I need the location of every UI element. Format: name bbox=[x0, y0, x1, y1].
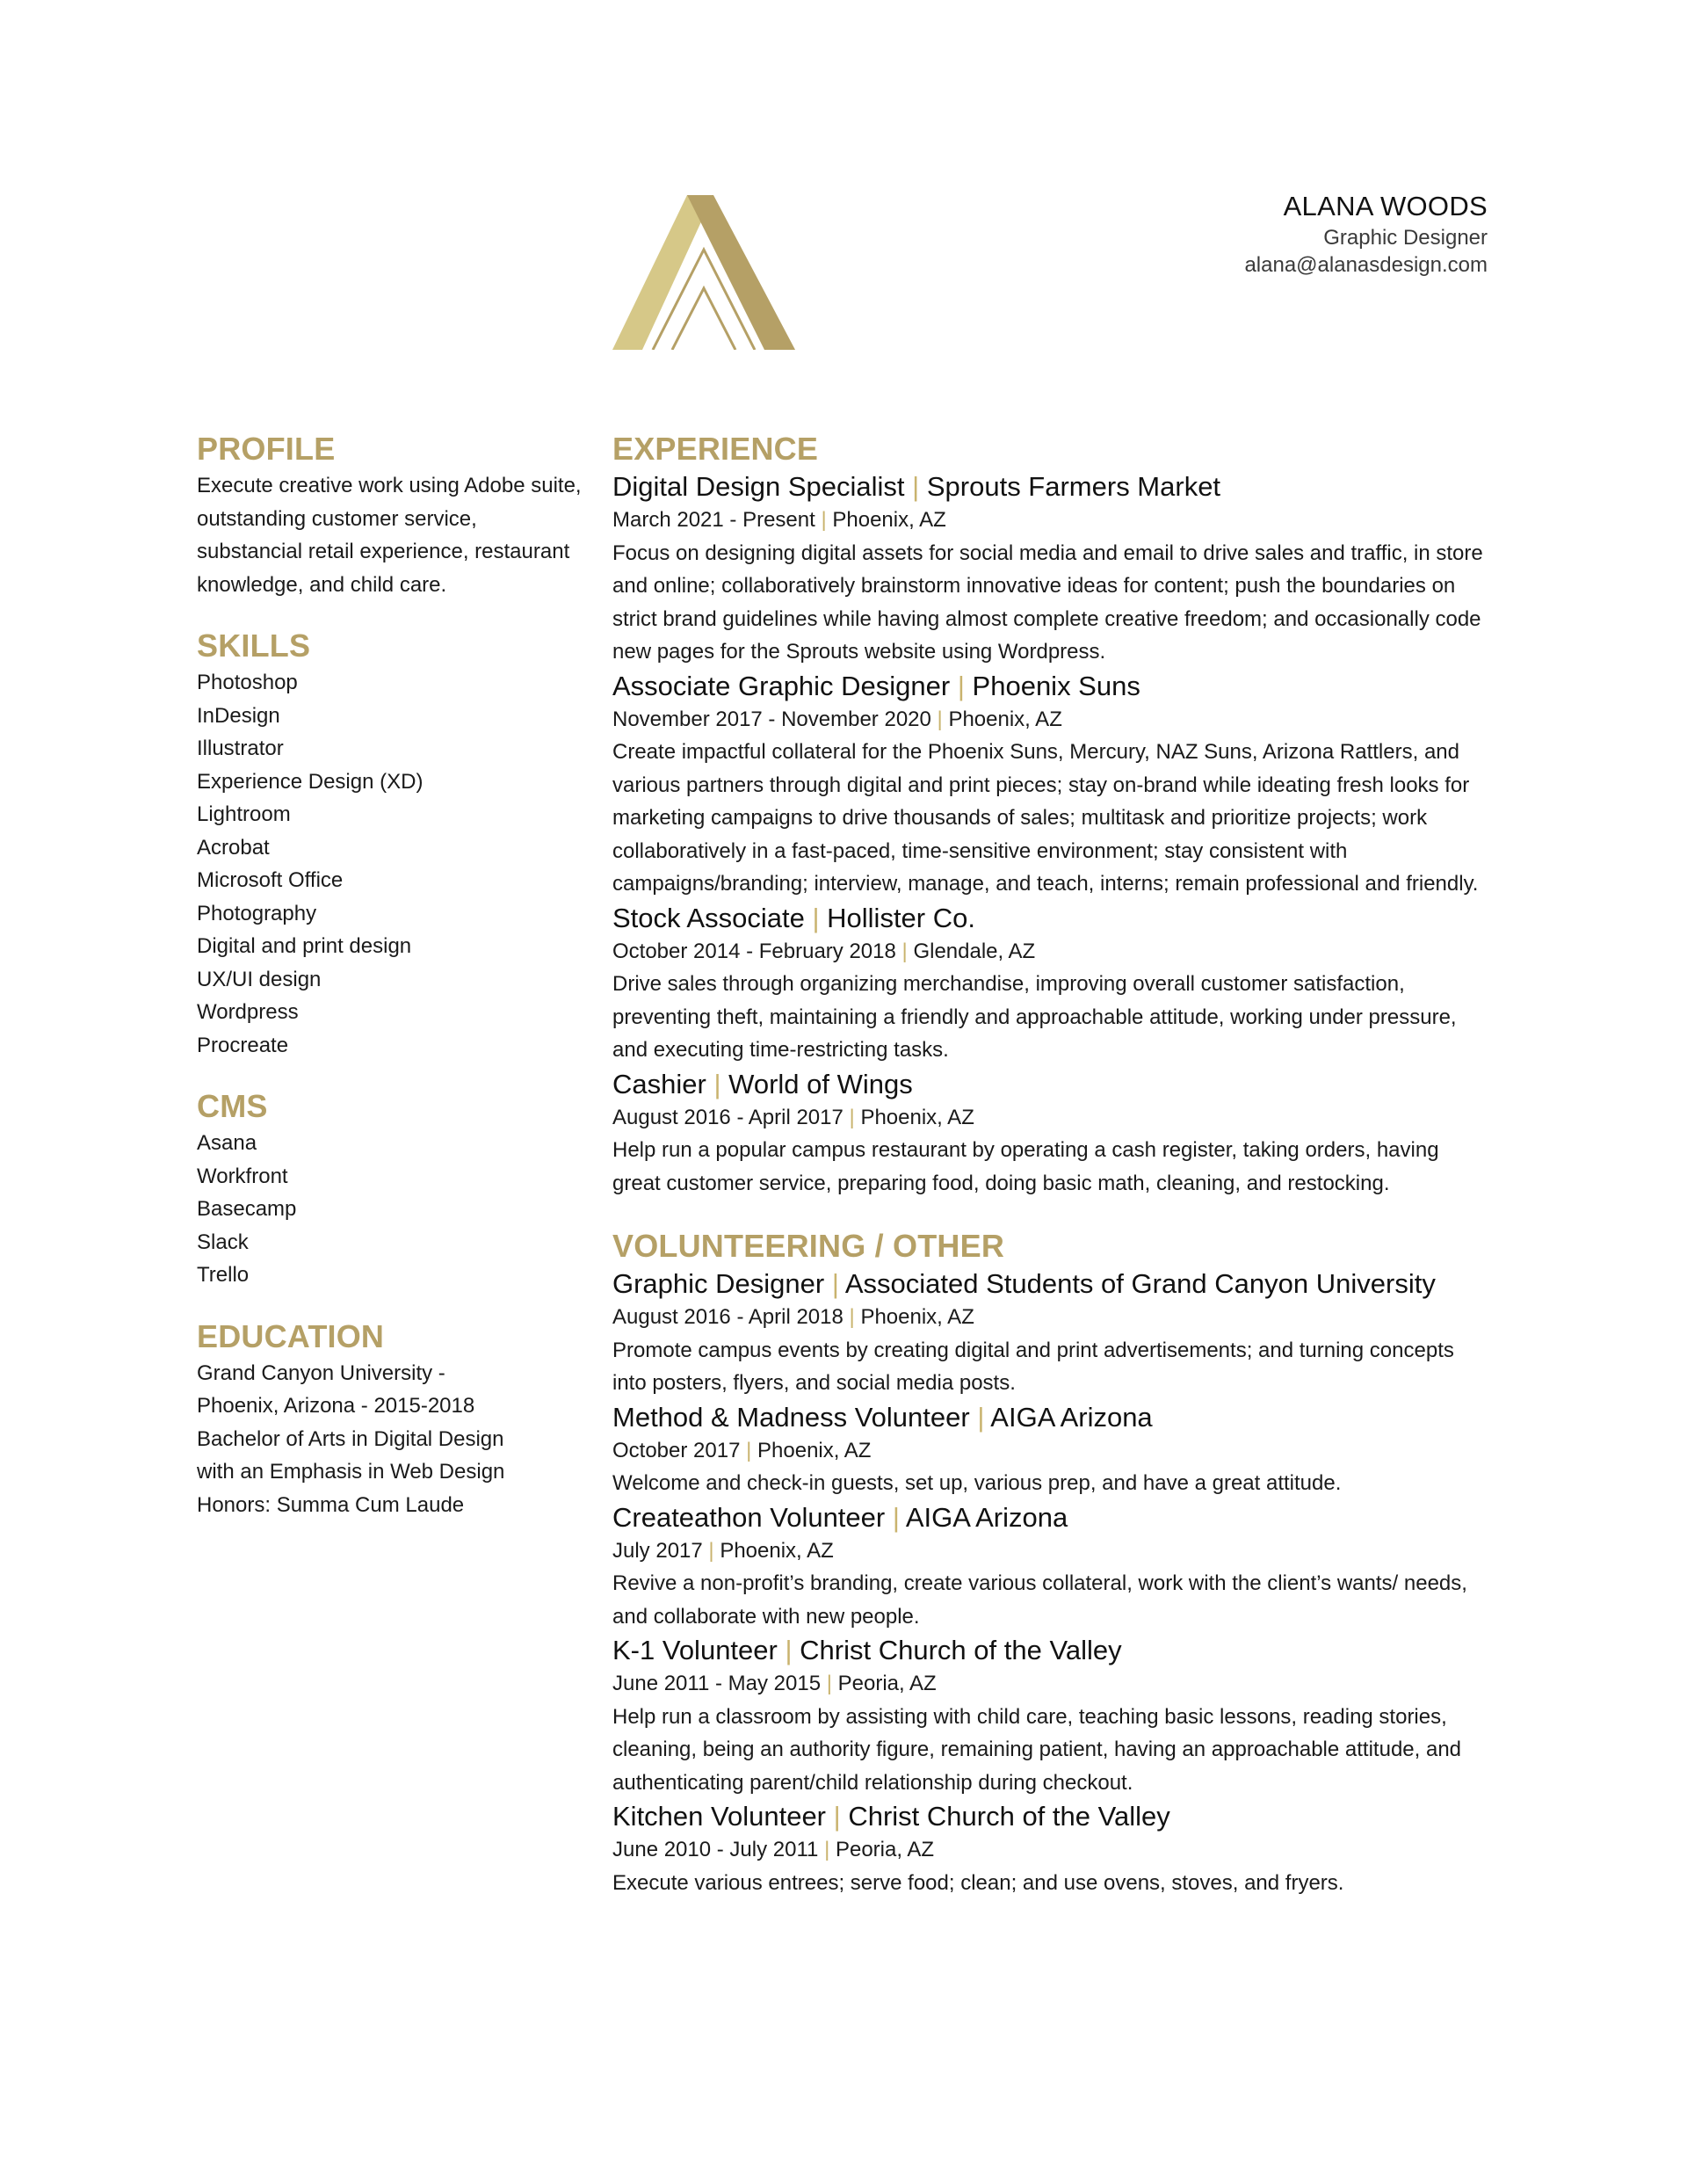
cms-item: Trello bbox=[197, 1263, 250, 1287]
job-description: Help run a popular campus restaurant by operating a cash register, taking orders, having great customer service, preparing food, doing basic math, cleaning, and restocking. bbox=[612, 1138, 1439, 1195]
contact-block bbox=[960, 189, 1488, 279]
job-entry bbox=[612, 669, 1491, 901]
cms-list bbox=[197, 1127, 583, 1292]
skill-item: Lightroom bbox=[197, 802, 291, 826]
job-meta bbox=[612, 1535, 1491, 1568]
job-dates: June 2011 - May 2015 bbox=[612, 1672, 822, 1695]
separator: | bbox=[826, 1672, 832, 1695]
job-meta bbox=[612, 703, 1491, 736]
skill-item: Photography bbox=[197, 901, 317, 925]
job-title bbox=[612, 1633, 1491, 1667]
job-description: Drive sales through organizing merchandise, improving overall customer satisfaction, preventing theft, maintaining a friendly and approachable attitude, working under pressure, and executing time-restricting tasks. bbox=[612, 972, 1457, 1062]
separator: | bbox=[957, 670, 965, 701]
job-location: Phoenix, AZ bbox=[860, 1105, 974, 1129]
skill-item: InDesign bbox=[197, 703, 280, 728]
volunteering-list bbox=[612, 1266, 1491, 1899]
job-description: Welcome and check-in guests, set up, various prep, and have a great attitude. bbox=[612, 1471, 1342, 1495]
skill-item: Acrobat bbox=[197, 835, 270, 860]
job-dates: October 2017 bbox=[612, 1438, 741, 1462]
job-entry bbox=[612, 1799, 1491, 1899]
job-location: Phoenix, AZ bbox=[832, 508, 946, 532]
job-description: Help run a classroom by assisting with child care, teaching basic lessons, reading stories, cleaning, being an authority figure, remaining patient, having an approachable attitude, and authenticating parent/child relationship during checkout. bbox=[612, 1704, 1462, 1795]
job-role: Createathon Volunteer bbox=[612, 1501, 886, 1533]
job-entry bbox=[612, 1633, 1491, 1799]
job-entry bbox=[612, 1067, 1491, 1201]
job-location: Phoenix, AZ bbox=[757, 1438, 872, 1462]
job-dates: July 2017 bbox=[612, 1538, 703, 1563]
separator: | bbox=[812, 902, 820, 933]
separator: | bbox=[821, 508, 827, 532]
job-title bbox=[612, 469, 1491, 504]
job-organization: Hollister Co. bbox=[827, 902, 975, 933]
job-organization: AIGA Arizona bbox=[905, 1501, 1068, 1533]
job-entry bbox=[612, 1266, 1491, 1400]
job-organization: AIGA Arizona bbox=[990, 1401, 1153, 1433]
education-line: Honors: Summa Cum Laude bbox=[197, 1492, 465, 1517]
cms-item: Asana bbox=[197, 1131, 257, 1155]
cms-heading: CMS bbox=[197, 1088, 268, 1124]
job-dates: August 2016 - April 2018 bbox=[612, 1305, 844, 1329]
separator: | bbox=[937, 707, 943, 731]
job-title bbox=[612, 1266, 1491, 1301]
job-description: Execute various entrees; serve food; clean; and use ovens, stoves, and fryers. bbox=[612, 1870, 1344, 1895]
skill-item: Experience Design (XD) bbox=[197, 769, 424, 794]
job-meta bbox=[612, 1667, 1491, 1701]
separator: | bbox=[833, 1801, 841, 1832]
job-role: K-1 Volunteer bbox=[612, 1635, 778, 1665]
job-description: Focus on designing digital assets for social media and email to drive sales and traffic, in store and online; collaboratively brainstorm innovative ideas for content; push the boundaries on strict brand guidelines while having almost complete creative freedom; and occasionally code new pages for the Sprouts website using Wordpress. bbox=[612, 541, 1483, 664]
job-description: Revive a non-profit’s branding, create various collateral, work with the client’s wants/ needs, and collaborate with new people. bbox=[612, 1571, 1467, 1629]
candidate-name: ALANA WOODS bbox=[1283, 191, 1488, 221]
job-meta bbox=[612, 935, 1491, 969]
job-meta bbox=[612, 1101, 1491, 1135]
job-location: Phoenix, AZ bbox=[720, 1538, 834, 1563]
skills-list bbox=[197, 666, 583, 1062]
separator: | bbox=[892, 1501, 900, 1533]
job-dates: June 2010 - July 2011 bbox=[612, 1838, 819, 1861]
job-organization: Associated Students of Grand Canyon University bbox=[844, 1268, 1436, 1299]
job-organization: Christ Church of the Valley bbox=[848, 1801, 1170, 1832]
candidate-email[interactable]: alana@alanasdesign.com bbox=[1244, 253, 1488, 277]
separator: | bbox=[746, 1438, 752, 1462]
job-role: Graphic Designer bbox=[612, 1268, 825, 1299]
job-title bbox=[612, 669, 1491, 703]
job-location: Phoenix, AZ bbox=[948, 707, 1062, 731]
job-role: Stock Associate bbox=[612, 902, 805, 933]
job-dates: August 2016 - April 2017 bbox=[612, 1105, 844, 1129]
skill-item: Digital and print design bbox=[197, 934, 412, 958]
job-dates: November 2017 - November 2020 bbox=[612, 707, 931, 731]
job-meta bbox=[612, 1833, 1491, 1867]
job-entry bbox=[612, 1400, 1491, 1500]
education-list bbox=[197, 1357, 583, 1522]
profile-text: Execute creative work using Adobe suite, outstanding customer service, substancial retail experience, restaurant knowledge, and child care. bbox=[197, 474, 582, 597]
separator: | bbox=[977, 1401, 985, 1433]
cms-item: Workfront bbox=[197, 1164, 288, 1188]
job-organization: Christ Church of the Valley bbox=[800, 1635, 1122, 1665]
job-description: Promote campus events by creating digital and print advertisements; and turning concepts into posters, flyers, and social media posts. bbox=[612, 1338, 1454, 1395]
job-title bbox=[612, 1067, 1491, 1101]
job-dates: October 2014 - February 2018 bbox=[612, 939, 896, 963]
separator: | bbox=[785, 1635, 793, 1665]
job-entry bbox=[612, 901, 1491, 1067]
job-role: Method & Madness Volunteer bbox=[612, 1401, 970, 1433]
skill-item: Microsoft Office bbox=[197, 868, 344, 892]
job-location: Peoria, AZ bbox=[837, 1672, 937, 1695]
separator: | bbox=[713, 1068, 721, 1099]
separator: | bbox=[831, 1268, 839, 1299]
cms-item: Slack bbox=[197, 1230, 249, 1254]
skill-item: Wordpress bbox=[197, 1000, 299, 1024]
job-meta bbox=[612, 504, 1491, 537]
job-role: Kitchen Volunteer bbox=[612, 1801, 827, 1832]
stylized-a-logo-icon bbox=[612, 195, 795, 350]
profile-heading: PROFILE bbox=[197, 431, 336, 467]
skill-item: Illustrator bbox=[197, 736, 284, 760]
separator: | bbox=[849, 1105, 855, 1129]
education-line: Phoenix, Arizona - 2015-2018 bbox=[197, 1394, 475, 1418]
job-role: Cashier bbox=[612, 1068, 706, 1099]
skill-item: UX/UI design bbox=[197, 967, 322, 991]
job-role: Digital Design Specialist bbox=[612, 471, 905, 502]
job-location: Phoenix, AZ bbox=[860, 1305, 974, 1329]
job-organization: World of Wings bbox=[728, 1068, 913, 1099]
cms-item: Basecamp bbox=[197, 1197, 297, 1221]
skill-item: Procreate bbox=[197, 1033, 289, 1057]
volunteering-heading: VOLUNTEERING / OTHER bbox=[612, 1228, 1005, 1264]
separator: | bbox=[849, 1305, 855, 1329]
education-line: with an Emphasis in Web Design bbox=[197, 1460, 505, 1484]
separator: | bbox=[708, 1538, 714, 1563]
experience-list bbox=[612, 469, 1491, 1200]
job-entry bbox=[612, 1500, 1491, 1634]
job-organization: Phoenix Suns bbox=[972, 670, 1140, 701]
right-column bbox=[612, 429, 1491, 1899]
separator: | bbox=[901, 939, 908, 963]
job-dates: March 2021 - Present bbox=[612, 508, 815, 532]
job-title bbox=[612, 901, 1491, 935]
separator: | bbox=[824, 1838, 830, 1861]
job-meta bbox=[612, 1434, 1491, 1468]
job-organization: Sprouts Farmers Market bbox=[926, 471, 1221, 502]
job-meta bbox=[612, 1301, 1491, 1334]
education-line: Bachelor of Arts in Digital Design bbox=[197, 1426, 504, 1451]
job-entry bbox=[612, 469, 1491, 669]
job-role: Associate Graphic Designer bbox=[612, 670, 951, 701]
skill-item: Photoshop bbox=[197, 671, 298, 694]
job-location: Peoria, AZ bbox=[835, 1838, 935, 1861]
job-location: Glendale, AZ bbox=[913, 939, 1036, 963]
candidate-title: Graphic Designer bbox=[1323, 226, 1488, 250]
job-title bbox=[612, 1400, 1491, 1434]
left-column bbox=[197, 429, 583, 1521]
job-title bbox=[612, 1500, 1491, 1535]
job-description: Create impactful collateral for the Phoenix Suns, Mercury, NAZ Suns, Arizona Rattlers, and various partners through digital and print pieces; stay on-brand while ideating fresh looks for marketing campaigns to drive thousands of sales; multitask and prioritize projects; work collaboratively in a fast-paced, time-sensitive environment; stay consistent with campaigns/branding; interview, manage, and teach, interns; remain professional and friendly. bbox=[612, 740, 1479, 896]
separator: | bbox=[912, 471, 920, 502]
job-title bbox=[612, 1799, 1491, 1833]
skills-heading: SKILLS bbox=[197, 628, 311, 664]
education-line: Grand Canyon University - bbox=[197, 1360, 445, 1385]
experience-heading: EXPERIENCE bbox=[612, 431, 819, 467]
education-heading: EDUCATION bbox=[197, 1317, 385, 1354]
